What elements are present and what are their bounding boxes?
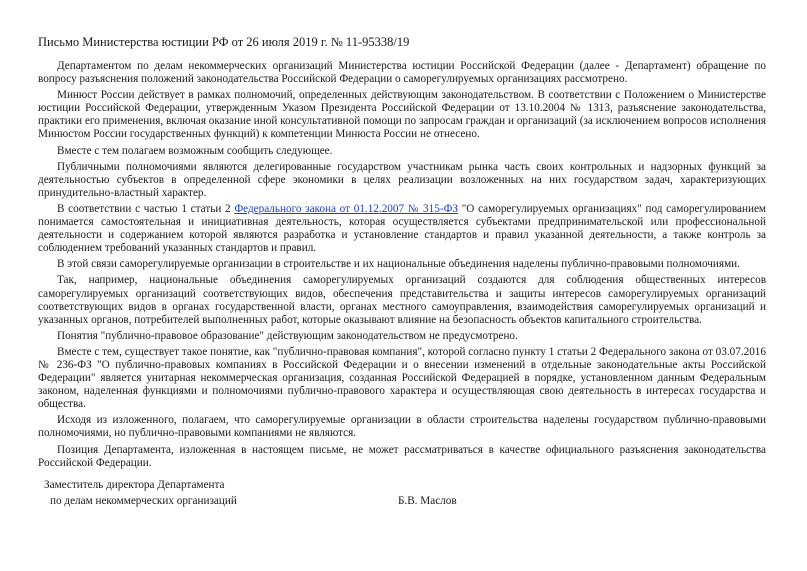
signature-name: Б.В. Маслов <box>398 495 457 507</box>
signature-position-line1: Заместитель директора Департамента <box>44 479 225 491</box>
signature-position <box>44 477 237 509</box>
paragraph-self-regulation-start: В соответствии с частью 1 статьи 2 <box>57 202 235 215</box>
federal-law-link[interactable]: Федерального закона от 01.12.2007 № 315-ФЗ <box>234 202 459 215</box>
paragraph-national-associations: Так, например, национальные объединения саморегулируемых организаций создаются для соблюдения общественных интересов саморегулируемых организаций соответствующих видов, обеспечения представительства и защиты интересов саморегулируемых организаций соответствующих видов в органах государственной власти, органах местного самоуправления, взаимодействия саморегулируемых организаций и указанных органов, потребителей выполненных работ, которые оказывают влияние на безопасность объектов капитального строительства. <box>38 274 766 326</box>
paragraph-self-regulation-end: "О саморегулируемых организациях" под саморегулированием понимается самостоятельная и инициативная деятельность, которая осуществляется субъектами предпринимательской или профессиональной деятельности и содержанием которой являются разработка и установление стандартов и правил указанной деятельности, а также контроль за соблюдением требований указанных стандартов и правил. <box>38 202 766 255</box>
paragraph-public-powers: Публичными полномочиями являются делегированные государством участникам рынка часть своих контрольных и надзорных функций за деятельностью субъектов в определенной сфере экономики в целях реализации возложенных на них государством задач, характеризующих принудительно-властный характер. <box>38 160 766 199</box>
letter-body <box>38 60 766 470</box>
paragraph-notice: Вместе с тем полагаем возможным сообщить следующее. <box>57 144 333 157</box>
paragraph-intro: Департаментом по делам некоммерческих организаций Министерства юстиции Российской Федерации (далее - Департамент) обращение по вопросу разъяснения положений законодательства Российской Федерации о саморегулируемых организациях рассмотрено. <box>38 60 766 86</box>
paragraph-disclaimer: Позиция Департамента, изложенная в настоящем письме, не может рассматриваться в качестве официального разъяснения законодательства Российской Федерации. <box>38 443 766 469</box>
paragraph-conclusion: Исходя из изложенного, полагаем, что саморегулируемые организации в области строительства наделены государством публично-правовыми полномочиями, но публично-правовыми компаниями не являются. <box>38 414 766 440</box>
paragraph-public-company: Вместе с тем, существует такое понятие, как "публично-правовая компания", которой согласно пункту 1 статьи 2 Федерального закона от 03.07.2016 № 236-ФЗ "О публично-правовых компаниях в Российской Федерации и о внесении изменений в отдельные законодательные акты Российской Федерации" является унитарная некоммерческая организация, созданная Российской Федерацией в порядке, установленном данным Федеральным законом, наделенная функциями и полномочиями публично-правового характера и осуществляющая свою деятельность в интересах государства и общества. <box>38 345 766 411</box>
paragraph-public-entity: Понятия "публично-правовое образование" действующим законодательством не предусмотрено. <box>57 329 518 342</box>
letter-page <box>38 34 766 473</box>
document-title: Письмо Министерства юстиции РФ от 26 июля 2019 г. № 11-95338/19 <box>38 35 410 49</box>
signature-position-line2: по делам некоммерческих организаций <box>50 495 237 507</box>
paragraph-construction: В этой связи саморегулируемые организации в строительстве и их национальные объединения наделены публично-правовыми полномочиями. <box>57 258 740 271</box>
paragraph-self-regulation <box>38 203 766 255</box>
paragraph-competence: Минюст России действует в рамках полномочий, определенных действующим законодательством. В соответствии с Положением о Министерстве юстиции Российской Федерации, утвержденным Указом Президента Российской Федерации от 13.10.2004 № 1313, разъяснение законодательства, практики его применения, включая оказание иной консультативной помощи по запросам граждан и организаций (за исключением вопросов исполнения Минюстом России государственных функций) к компетенции Минюста России не отнесено. <box>38 89 766 141</box>
